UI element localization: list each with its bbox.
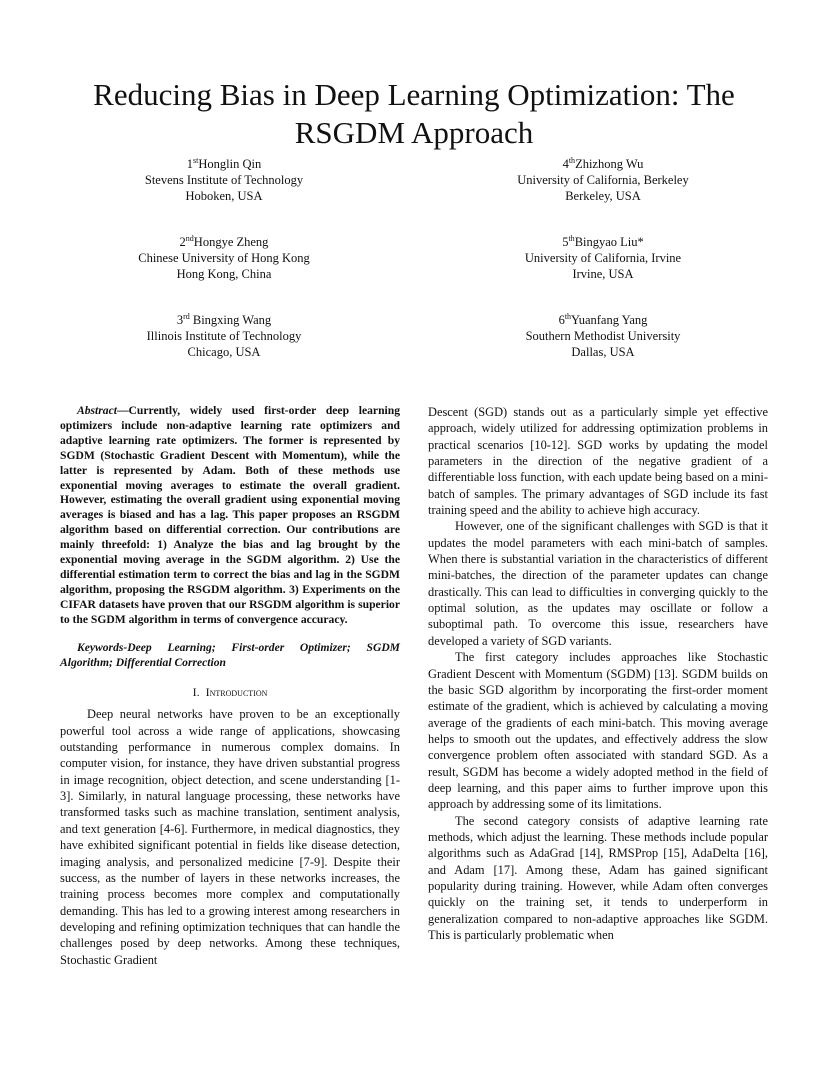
body-paragraph: The first category includes approaches like Stochastic Gradient Descent with Momentum (SGDM) [13]. SGDM builds on the basic SGD algorithm by incorporating the first-order moment estimate of the gradient, which is achieved by calculating a moving average of the gradients of each mini-batch. This moving average helps to smooth out the updates, and effectively address the slow convergence problem often associated with standard SGD. As a result, SGDM has become a widely adopted method in the field of deep learning, and this paper aims to further improve upon this approach by addressing some of its limitations.	[428, 650, 768, 812]
body-paragraph-continued: Descent (SGD) stands out as a particularly simple yet effective approach, widely utilized for addressing optimization problems in practical scenarios [10-12]. SGD works by updating the model parameters in the direction of the negative gradient of a differentiable loss function, with each update being based on a mini-batch of samples. The primary advantages of SGD include its fast training speed and the ability to achieve high accuracy.	[428, 405, 768, 518]
author-ordinal: nd	[185, 233, 194, 243]
author-ordinal: th	[568, 155, 576, 165]
author-number: 6	[558, 313, 565, 327]
author-name-line	[64, 156, 384, 172]
body-paragraph: Deep neural networks have proven to be an exceptionally powerful tool across a wide range of applications, showcasing outstanding performance in numerous complex domains. In computer vision, for instance, they have driven substantial progress in image recognition, object detection, and scene understanding [1-3]. Similarly, in natural language processing, these networks have transformed tasks such as machine translation, sentiment analysis, and text generation [4-6]. Furthermore, in medical diagnostics, they have exhibited significant potential in fields like disease detection, imaging analysis, and personalized medicine [7-9]. Despite their success, as the number of layers in these networks increases, the training process becomes more complex and computationally demanding. This has led to a growing interest among researchers in developing and refining optimization techniques that can handle the challenges posed by deep networks. Among these techniques, Stochastic Gradient	[60, 707, 400, 967]
author-number: 4	[562, 157, 569, 171]
author-name-line	[443, 156, 763, 172]
keywords: Keywords-Deep Learning; First-order Optimizer; SGDM Algorithm; Differential Correction	[60, 640, 400, 669]
abstract-label: Abstract	[77, 404, 117, 417]
author-block-2	[64, 234, 384, 282]
author-location: Berkeley, USA	[565, 189, 641, 203]
author-block-4	[443, 156, 763, 204]
author-name: Bingxing Wang	[189, 313, 272, 327]
right-column	[428, 404, 768, 943]
section-title: Introduction	[205, 685, 268, 700]
author-ordinal: st	[193, 155, 199, 165]
author-affiliation: University of California, Irvine	[524, 251, 682, 265]
author-affiliation: University of California, Berkeley	[517, 173, 689, 187]
author-ordinal: th	[568, 233, 575, 243]
author-number: 1	[186, 157, 194, 171]
author-name-line	[443, 312, 763, 328]
author-block-5	[443, 234, 763, 282]
left-column	[60, 404, 400, 968]
body-paragraph: The second category consists of adaptive learning rate methods, which adjust the learning. These methods include popular algorithms such as AdaGrad [14], RMSProp [15], AdaDelta [16], and Adam [17]. Among these, Adam has gained significant popularity during training. However, while Adam often converges quickly on the training set, it tends to underperform in generalization compared to non-adaptive approaches like SGDM. This is particularly problematic when	[428, 813, 768, 942]
author-ordinal: th	[564, 311, 572, 321]
author-affiliation: Stevens Institute of Technology	[144, 173, 304, 187]
section-heading	[60, 684, 400, 700]
author-name: Hongye Zheng	[193, 235, 269, 249]
author-name-line	[64, 312, 384, 328]
author-ordinal: rd	[183, 311, 190, 321]
author-name: Honglin Qin	[198, 157, 262, 171]
author-number: 5	[562, 235, 569, 249]
abstract-text: —Currently, widely used first-order deep learning optimizers include non-adaptive learning rate optimizers and adaptive learning rate optimizers. The former is represented by SGDM (Stochastic Gradient Descent with Momentum), while the latter is represented by Adam. Both of these methods use exponential moving averages to estimate the overall gradient. However, estimating the overall gradient using exponential moving averages is biased and has a lag. This paper proposes an RSGDM algorithm based on differential correction. Our contributions are mainly threefold: 1) Analyze the bias and lag brought by the exponential moving average in the SGDM algorithm. 2) Use the differential estimation term to correct the bias and lag in the SGDM algorithm, proposing the RSGDM algorithm. 3) Experiments on the CIFAR datasets have proven that our RSGDM algorithm is superior to the SGDM algorithm in terms of convergence accuracy.	[60, 404, 400, 626]
author-name-line	[64, 234, 384, 250]
author-location: Hoboken, USA	[185, 189, 263, 203]
author-block-6	[443, 312, 763, 360]
paper-title: Reducing Bias in Deep Learning Optimization: The RSGDM Approach	[93, 77, 735, 150]
author-block-1	[64, 156, 384, 204]
body-paragraph: However, one of the significant challenges with SGD is that it updates the model parameters with each mini-batch of samples. When there is substantial variation in the characteristics of different mini-batches, the direction of the parameter updates can change drastically. This can lead to difficulties in converging quickly to the optimal solution, as the updates may oscillate or follow a suboptimal path. To overcome this issue, researchers have developed a variety of SGD variants.	[428, 519, 768, 648]
author-number: 2	[179, 235, 186, 249]
author-affiliation: Chinese University of Hong Kong	[138, 251, 310, 265]
author-name: Zhizhong Wu	[575, 157, 644, 171]
author-name: Yuanfang Yang	[571, 313, 648, 327]
author-affiliation: Southern Methodist University	[525, 329, 681, 343]
section-number: I.	[192, 685, 200, 700]
author-name: Bingyao Liu*	[574, 235, 644, 249]
author-location: Hong Kong, China	[176, 267, 272, 281]
author-affiliation: Illinois Institute of Technology	[146, 329, 302, 343]
abstract	[60, 404, 400, 628]
author-location: Irvine, USA	[572, 267, 634, 281]
author-location: Chicago, USA	[187, 345, 261, 359]
author-name-line	[443, 234, 763, 250]
author-number: 3	[176, 313, 184, 327]
author-location: Dallas, USA	[571, 345, 635, 359]
author-block-3	[64, 312, 384, 360]
